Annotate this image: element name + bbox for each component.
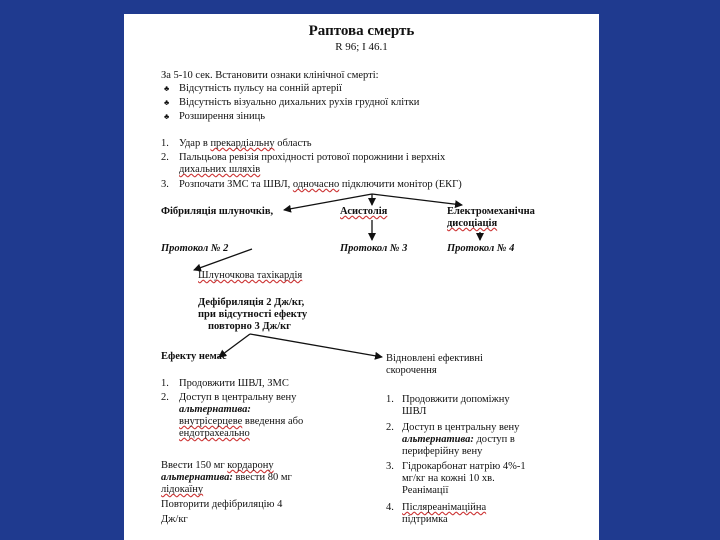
plain-text: доступ в	[473, 434, 515, 445]
bullet-icon: ♣	[164, 98, 170, 107]
step-number: 1.	[161, 138, 169, 149]
restored-item: ШВЛ	[402, 406, 427, 417]
step-text: дихальних шляхів	[179, 164, 261, 175]
intro-text: За 5-10 сек. Встановити ознаки клінічної смерті:	[161, 70, 379, 81]
alt-label: альтернатива:	[402, 434, 474, 445]
restored-item: Післяреанімаційна	[402, 502, 487, 513]
plain-text: ввести 80 мг	[232, 472, 292, 483]
lidocaine-text: лідокаїну	[161, 484, 204, 495]
branch-asystole: Асистолія	[340, 206, 388, 217]
protocol-label: Протокол № 3	[340, 243, 408, 254]
step-text: Пальцьова ревізія прохідності ротової порожнини і верхніх	[179, 152, 446, 163]
no-effect-item: Доступ в центральну вену	[179, 392, 297, 403]
restored-item: Доступ в центральну вену	[402, 422, 520, 433]
restored-item: мг/кг на кожні 10 хв.	[402, 473, 495, 484]
step-number: 2.	[161, 152, 169, 163]
defibrillation-text: Дефібриляція 2 Дж/кг,	[198, 297, 305, 308]
alt-label: альтернатива:	[161, 472, 233, 483]
arrow-to-emd	[372, 194, 462, 205]
sign-item: Відсутність візуально дихальних рухів грудної клітки	[179, 97, 420, 108]
document-title: Раптова смерть	[308, 23, 415, 39]
arrow-to-tachycardia	[194, 249, 252, 270]
step-text-wavy: прекардіальну	[210, 138, 275, 149]
defibrillation-text: повторно 3 Дж/кг	[208, 321, 291, 332]
step-number: 3.	[161, 179, 169, 190]
no-effect-num: 1.	[161, 378, 169, 389]
arrow-to-restored	[250, 334, 382, 357]
restored-item: Гідрокарбонат натрію 4%-1	[402, 461, 526, 472]
repeat-defib-text: Дж/кг	[161, 514, 188, 525]
step-text-part: Розпочати ЗМС та ШВЛ,	[179, 179, 293, 190]
document-page	[124, 14, 599, 540]
sign-item: Розширення зіниць	[179, 111, 265, 122]
plain-text: Ввести 150 мг	[161, 460, 228, 471]
restored-num: 1.	[386, 394, 394, 405]
no-effect-alt: альтернатива:	[179, 404, 251, 415]
step-text-part: підключити монітор (ЕКГ)	[339, 179, 462, 190]
branch-emd: Електромеханічна	[447, 206, 535, 217]
restored-num: 4.	[386, 502, 394, 513]
tachycardia-text: Шлуночкова тахікардія	[198, 270, 303, 281]
no-effect-header: Ефекту немає	[161, 351, 227, 362]
no-effect-item: Продовжити ШВЛ, ЗМС	[179, 378, 289, 389]
wavy-text: внутрісерцеве	[179, 416, 243, 427]
restored-num: 3.	[386, 461, 394, 472]
restored-item: підтримка	[402, 514, 448, 525]
branch-emd: дисоціація	[447, 218, 498, 229]
arrow-to-no-effect	[219, 334, 250, 357]
step-text-part: область	[274, 138, 312, 149]
restored-header: Відновлені ефективні	[386, 353, 483, 364]
protocol-label: Протокол № 4	[447, 243, 515, 254]
no-effect-num: 2.	[161, 392, 169, 403]
branch-fibrillation: Фібриляція шлуночків,	[161, 206, 274, 217]
wavy-text: кордарону	[227, 460, 274, 471]
protocol-label: Протокол № 2	[161, 243, 229, 254]
no-effect-alt-text: ендотрахеально	[179, 428, 250, 439]
step-text-wavy: одночасно	[292, 179, 340, 190]
restored-item: Продовжити допоміжну	[402, 394, 510, 405]
restored-item: периферійну вену	[402, 446, 483, 457]
step-text-part: Удар в	[179, 138, 211, 149]
restored-header: скорочення	[386, 365, 437, 376]
bullet-icon: ♣	[164, 84, 170, 93]
sign-item: Відсутність пульсу на сонній артерії	[179, 83, 342, 94]
restored-num: 2.	[386, 422, 394, 433]
diagnosis-code: R 96; I 46.1	[335, 41, 388, 53]
restored-item: Реанімації	[402, 485, 449, 496]
repeat-defib-text: Повторити дефібриляцію 4	[161, 499, 283, 510]
bullet-icon: ♣	[164, 112, 170, 121]
arrow-to-fibrillation	[284, 194, 372, 210]
defibrillation-text: при відсутності ефекту	[198, 309, 308, 320]
plain-text: введення або	[242, 416, 304, 427]
flow-arrows	[124, 14, 599, 540]
